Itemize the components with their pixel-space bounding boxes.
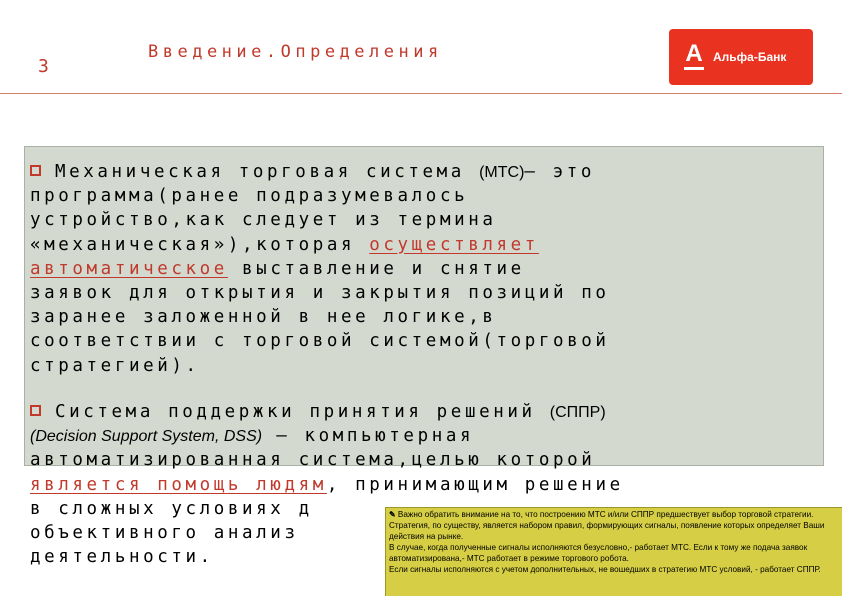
text-line bbox=[30, 160, 820, 184]
mts-term: Механическая торговая система bbox=[55, 162, 480, 182]
text-line: соответствии с торговой системой(торговой bbox=[30, 331, 610, 352]
text-line: автоматизированная система,целью которой bbox=[30, 450, 596, 471]
logo-letter: А bbox=[685, 40, 703, 67]
mts-abbr: (МТС) bbox=[479, 164, 525, 181]
text-line: заявок для открытия и закрытия позиций по bbox=[30, 282, 610, 303]
note-paragraph: Если сигналы исполняются с учетом дополнительных, не вошедших в стратегию МТС условий, - работает СППР. bbox=[389, 564, 821, 574]
note-paragraph bbox=[389, 510, 838, 543]
note-callout bbox=[385, 507, 842, 596]
text-line bbox=[30, 233, 820, 257]
logo-underline bbox=[684, 67, 704, 70]
text-line bbox=[30, 424, 820, 448]
text-fragment: «механическая»),которая bbox=[30, 234, 370, 255]
text-line: стратегией). bbox=[30, 355, 200, 376]
dss-english-term: (Decision Support System, DSS) bbox=[30, 428, 263, 446]
text-line: программа(ранее подразумевалось bbox=[30, 186, 469, 207]
note-text: Важно обратить внимание на то, что построению МТС и/или СППР предшествует выбор торговой стратегии. Стратегия, по существу, является набором правил, формирующих сигналы, появление которых определяет Ваши действия на рынке. bbox=[389, 510, 825, 541]
text-line: объективного анализ bbox=[30, 522, 299, 543]
mts-definition bbox=[30, 160, 820, 378]
slide-number: 3 bbox=[38, 56, 49, 77]
text-fragment: — это bbox=[524, 162, 596, 182]
text-line: в сложных условиях д bbox=[30, 498, 313, 519]
checkbox-bullet-icon bbox=[30, 165, 41, 176]
note-paragraph: В случае, когда полученные сигналы исполняются безусловно,- работает МТС. Если к тому же подача заявок автоматизирована,- МТС работает в режиме торгового робота. bbox=[389, 542, 808, 563]
dss-term: Система поддержки принятия решений bbox=[55, 402, 550, 422]
logo-name: Альфа-Банк bbox=[713, 50, 787, 64]
highlight-text: осуществляет bbox=[369, 234, 539, 255]
text-line bbox=[30, 257, 820, 281]
text-line: устройство,как следует из термина bbox=[30, 210, 497, 231]
header-divider bbox=[0, 93, 842, 94]
text-line bbox=[30, 473, 820, 497]
checkbox-bullet-icon bbox=[30, 405, 41, 416]
pen-icon: ✎ bbox=[389, 510, 396, 519]
text-fragment: выставление и снятие bbox=[227, 258, 525, 279]
text-line: деятельности. bbox=[30, 547, 214, 568]
slide-title: Введение.Определения bbox=[148, 42, 443, 62]
highlight-text: автоматическое bbox=[30, 258, 228, 279]
alfa-bank-logo bbox=[669, 29, 813, 85]
text-line bbox=[30, 400, 820, 424]
highlight-text: является помощь людям bbox=[30, 474, 327, 495]
text-line: заранее заложенной в нее логике,в bbox=[30, 307, 497, 328]
alfa-logo-icon bbox=[683, 40, 705, 71]
text-fragment: — компьютерная bbox=[262, 426, 475, 447]
text-fragment: , принимающим решение bbox=[326, 474, 624, 495]
dss-abbr: (СППР) bbox=[549, 404, 606, 421]
